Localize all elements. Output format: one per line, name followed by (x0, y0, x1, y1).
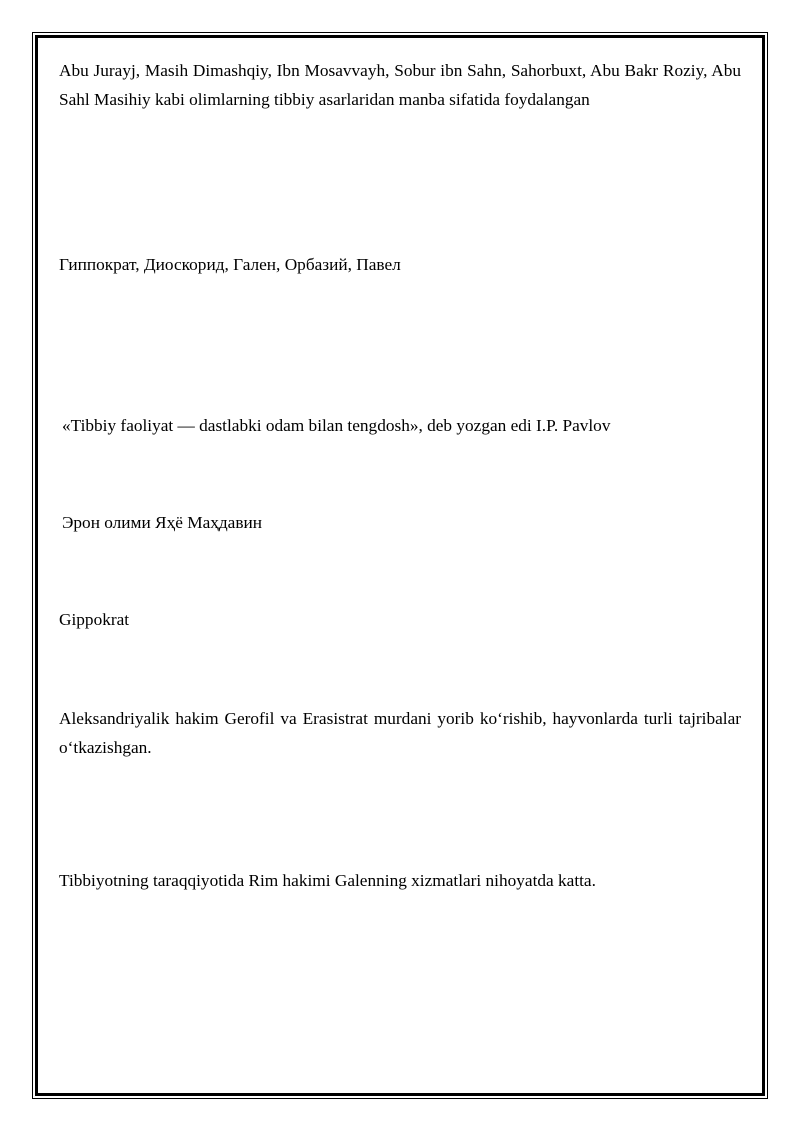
paragraph-pavlov-quote: «Tibbiy faoliyat — dastlabki odam bilan tengdosh», deb yozgan edi I.P. Pavlov (62, 416, 611, 435)
paragraph-iranian-scholar: Эрон олими Яҳё Маҳдавин (62, 513, 262, 532)
paragraph-sources: Abu Jurayj, Masih Dimashqiy, Ibn Mosavvayh, Sobur ibn Sahn, Sahorbuxt, Abu Bakr Roziy, Abu Sahl Masihiy kabi olimlarning tibbiy asarlaridan manba sifatida foydalangan (59, 61, 741, 109)
page-border-inner (35, 35, 765, 1096)
paragraph-greek-physicians: Гиппократ, Диоскорид, Гален, Орбазий, Павел (59, 255, 401, 274)
paragraph-gippokrat: Gippokrat (59, 610, 130, 629)
paragraph-alexandria: Aleksandriyalik hakim Gerofil va Erasistrat murdani yorib koʻrishib, hayvonlarda turli tajribalar oʻtkazishgan. (59, 709, 741, 757)
paragraph-galen: Tibbiyotning taraqqiyotida Rim hakimi Galenning xizmatlari nihoyatda katta. (59, 871, 596, 890)
